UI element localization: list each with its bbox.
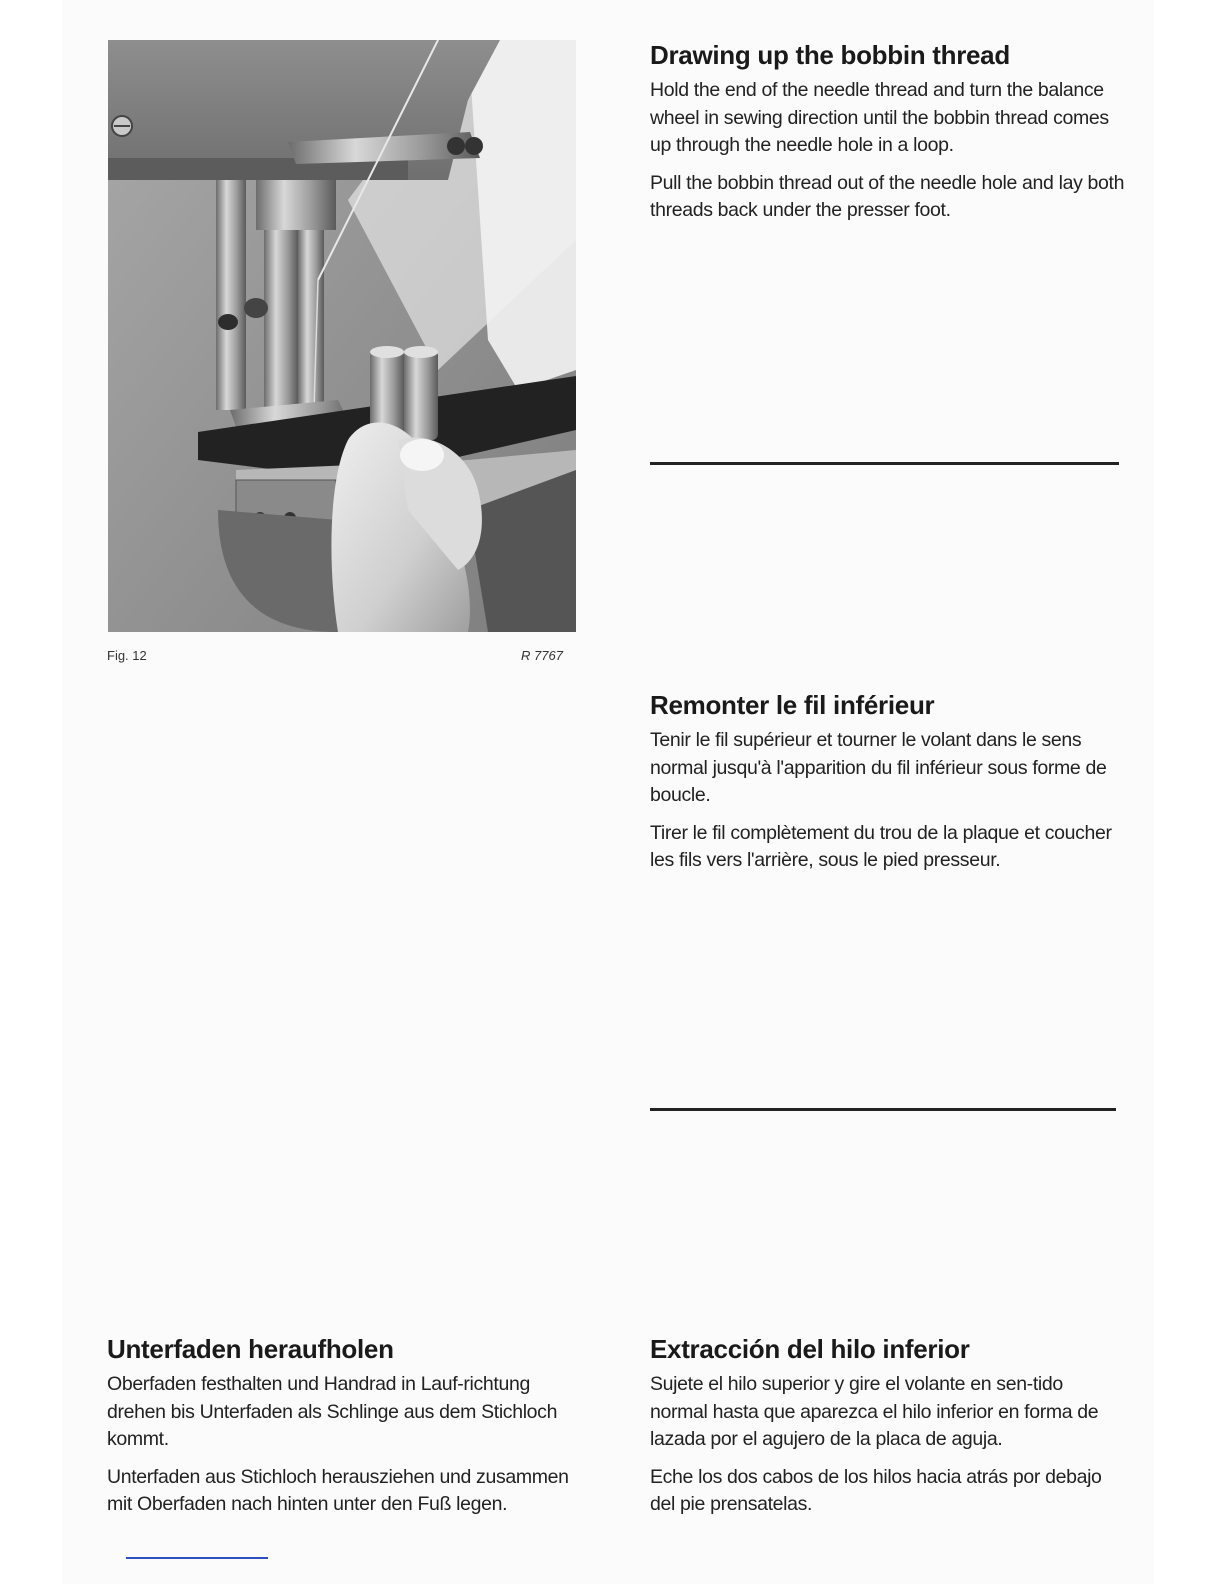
section-paragraph: Pull the bobbin thread out of the needle hole and lay both threads back under the presser foot.	[650, 171, 1125, 221]
section-paragraph: Eche los dos cabos de los hilos hacia atrás por debajo del pie prensatelas.	[650, 1465, 1102, 1515]
section-heading: Remonter le fil inférieur	[650, 690, 935, 720]
sewing-machine-illustration	[108, 40, 576, 632]
section-french	[650, 690, 1120, 885]
section-spanish	[650, 1334, 1120, 1529]
section-paragraph: Hold the end of the needle thread and turn the balance wheel in sewing direction until the bobbin thread comes up through the needle hole in a loop.	[650, 79, 1109, 156]
figure-reference: R 7767	[521, 648, 563, 663]
bottom-underline	[126, 1557, 268, 1559]
section-heading: Extracción del hilo inferior	[650, 1334, 970, 1364]
section-divider	[650, 462, 1119, 465]
section-divider	[650, 1108, 1116, 1111]
section-paragraph: Tirer le fil complètement du trou de la plaque et coucher les fils vers l'arrière, sous le pied presseur.	[650, 821, 1112, 871]
section-paragraph: Sujete el hilo superior y gire el volante en sen-tido normal hasta que aparezca el hilo inferior en forma de lazada por el agujero de la placa de aguja.	[650, 1373, 1099, 1450]
section-paragraph: Tenir le fil supérieur et tourner le volant dans le sens normal jusqu'à l'apparition du fil inférieur sous forme de boucle.	[650, 729, 1107, 806]
section-paragraph: Oberfaden festhalten und Handrad in Lauf-richtung drehen bis Unterfaden als Schlinge aus dem Stichloch kommt.	[107, 1373, 558, 1450]
section-heading: Unterfaden heraufholen	[107, 1334, 394, 1364]
section-german	[107, 1334, 582, 1529]
section-heading: Drawing up the bobbin thread	[650, 40, 1010, 70]
figure-label: Fig. 12	[107, 648, 147, 663]
figure-photo	[108, 40, 576, 632]
section-english	[650, 40, 1125, 235]
section-paragraph: Unterfaden aus Stichloch herausziehen und zusammen mit Oberfaden nach hinten unter den Fuß legen.	[107, 1465, 569, 1515]
